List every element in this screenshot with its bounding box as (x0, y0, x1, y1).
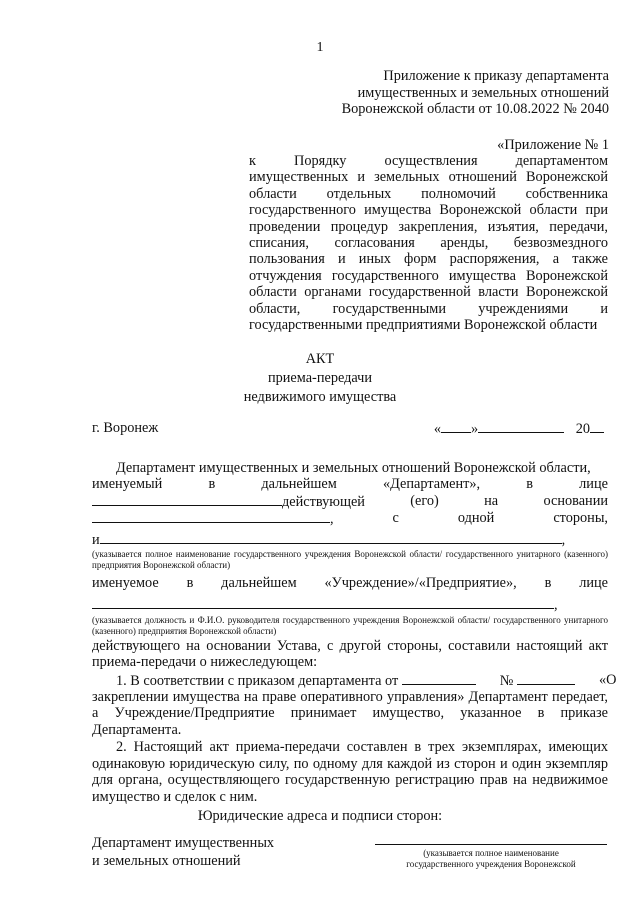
month-blank (478, 420, 564, 433)
note-line: (указывается полное наименование (423, 848, 559, 858)
word: именуемое (92, 575, 159, 592)
signature-line: и земельных отношений (92, 853, 241, 869)
title-line: недвижимого имущества (243, 389, 397, 405)
word: в (186, 575, 194, 592)
word: стороны, (553, 510, 608, 527)
body-line: Департамент имущественных и земельных отношений Воронежской области, (116, 460, 591, 476)
city-label: г. Воронеж (92, 420, 159, 436)
document-title (0, 350, 640, 407)
institution-blank (100, 531, 562, 544)
prilozhenie-heading: «Приложение № 1 (497, 137, 609, 153)
word: действующей (282, 493, 365, 510)
word: дальнейшем (221, 575, 297, 592)
word: «Учреждение»/«Предприятие», (324, 575, 517, 592)
date-close-quote: » (470, 421, 479, 437)
procedure-line: отчуждения государственного имущества Воронежской (249, 267, 608, 284)
word: на (484, 492, 499, 509)
appendix-reference (309, 68, 609, 118)
word: одной (457, 510, 495, 527)
word: , (330, 511, 334, 528)
word: в (526, 476, 534, 493)
head-blank (92, 596, 554, 609)
word: в (208, 476, 216, 493)
order-number-blank (517, 672, 575, 685)
note-head: (указывается должность и Ф.И.О. руководителя государственного учреждения Воронежской области/ государственного унитарного (казенного) предприятия Воронежской области) (92, 614, 608, 636)
body-paragraph: закреплении имущества на праве оперативного управления» Департамент передает, а Учреждение/Предприятие принимает имущество, указанное в приказе Департамента. (92, 689, 608, 738)
year-prefix: 20 (575, 421, 590, 437)
word: лице (579, 476, 608, 493)
procedure-line: пользования и иных форм распоряжения, а также (249, 251, 608, 268)
word: именуемый (92, 476, 163, 493)
note-institution: (указывается полное наименование государственного учреждения Воронежской области/ государственного унитарного (казенного) предприятия Воронежской области) (92, 549, 608, 571)
word: № (499, 672, 514, 689)
date-open-quote: « (433, 421, 441, 437)
word: «О (599, 671, 617, 688)
page-number: 1 (316, 40, 324, 55)
word: и (92, 531, 100, 548)
body-paragraph: 2. Настоящий акт приема-передачи составлен в трех экземплярах, имеющих одинаковую юридическую силу, по одному для каждой из сторон и один экземпляр для органа, осуществляющего государственную регистрацию прав на недвижимое имущество и сделок с ним. (92, 739, 608, 805)
act-body (92, 460, 617, 805)
word: , (554, 597, 558, 614)
procedure-line: государственного имущества Воронежской области при (249, 202, 608, 219)
note-line: государственного учреждения Воронежской (406, 859, 576, 869)
order-date-blank (402, 672, 476, 685)
procedure-line: к Порядку осуществления департаментом (249, 153, 608, 169)
body-line (92, 596, 608, 613)
procedure-line: области отдельных полномочий собственника (249, 185, 608, 202)
addresses-heading: Юридические адреса и подписи сторон: (197, 808, 443, 824)
date-field (434, 420, 604, 438)
word: лице (579, 575, 608, 592)
signature-institution-note (375, 844, 607, 870)
body-line (92, 671, 617, 689)
basis-blank (92, 510, 330, 523)
signature-department (92, 834, 274, 870)
body-line (92, 476, 608, 492)
procedure-reference (249, 153, 608, 333)
word: дальнейшем (261, 476, 337, 493)
year-blank (590, 420, 604, 433)
word: «Департамент», (382, 476, 481, 493)
representative-blank (92, 493, 282, 506)
word: 1. В соответствии с приказом департамента от (116, 672, 399, 689)
word: с (392, 510, 399, 527)
title-line: АКТ (305, 351, 335, 367)
word: , (561, 531, 566, 548)
appendix-line: Воронежской области от 10.08.2022 № 2040 (341, 101, 609, 117)
word: в (544, 575, 552, 592)
signature-line: Департамент имущественных (92, 835, 275, 851)
procedure-line: имущественных и земельных отношений Воронежской (249, 169, 608, 186)
body-line (92, 493, 608, 510)
title-line: приема-передачи (267, 370, 373, 386)
procedure-line: области, государственными учреждениями и (249, 300, 608, 317)
body-line (92, 531, 608, 548)
word: основании (543, 492, 608, 509)
appendix-line: имущественных и земельных отношений (357, 84, 609, 101)
procedure-line: государственными предприятиями Воронежской области (249, 317, 598, 334)
procedure-line: проведении процедур закрепления, изъятия, передачи, (249, 218, 608, 235)
appendix-line: Приложение к приказу департамента (383, 68, 609, 84)
procedure-line: списания, согласования аренды, безвозмездного (249, 235, 608, 252)
word: (его) (410, 492, 439, 509)
day-blank (441, 420, 471, 433)
body-line (92, 510, 608, 527)
body-paragraph: действующего на основании Устава, с другой стороны, составили настоящий акт приема-передачи о нижеследующем: (92, 637, 608, 671)
body-line (92, 575, 608, 591)
procedure-line: области органами государственной власти Воронежской (249, 284, 608, 301)
